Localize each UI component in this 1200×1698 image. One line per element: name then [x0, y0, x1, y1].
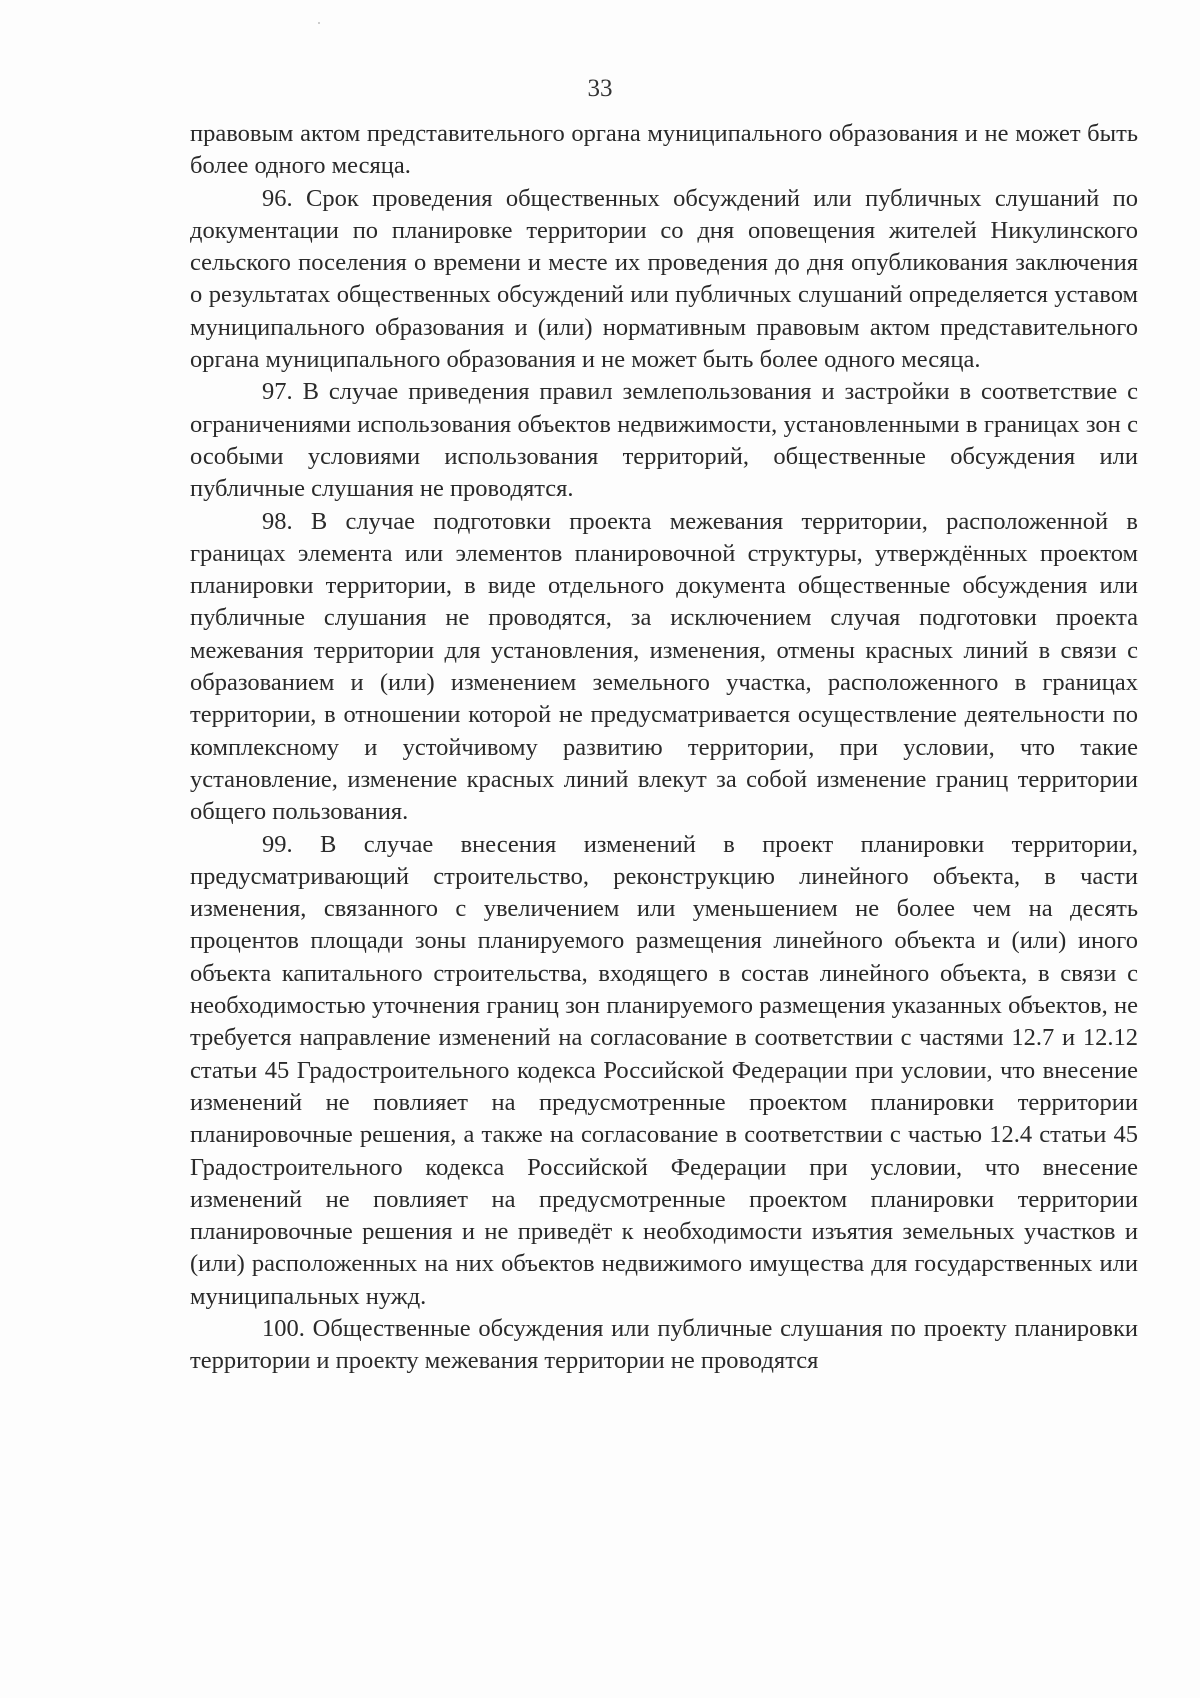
paragraph-text: Общественные обсуждения или публичные слушания по проекту планировки территории и проекту межевания территории не проводятся — [190, 1314, 1139, 1375]
paragraph-text: правовым актом представительного органа муниципального образования и не может быть более одного месяца. — [190, 120, 1138, 180]
paragraph-text: Срок проведения общественных обсуждений или публичных слушаний по документации по планировке территории со дня оповещения жителей Никулинского сельского поселения о времени и месте их проведения до дня опубликования заключения о результатах общественных обсуждений или публичных слушаний определяется уставом муниципального образования и (или) нормативным правовым актом представительного органа муниципального образования и не может быть более одного месяца. — [190, 184, 1139, 374]
paragraph-98 — [190, 506, 1138, 829]
paragraph-99 — [190, 829, 1138, 1313]
page-number: 33 — [587, 75, 613, 102]
scan-speck — [318, 22, 320, 24]
paragraph-text: В случае приведения правил землепользования и застройки в соответствие с ограничениями использования объектов недвижимости, установленными в границах зон с особыми условиями использования территорий, общественные обсуждения или публичные слушания не проводятся. — [190, 378, 1139, 503]
paragraph-97 — [190, 376, 1138, 505]
paragraph-number: 99. — [262, 830, 293, 858]
paragraph-96 — [190, 183, 1138, 377]
paragraph-number: 98. — [262, 507, 293, 535]
paragraph-text: В случае подготовки проекта межевания территории, расположенной в границах элемента или элементов планировочной структуры, утверждённых проектом планировки территории, в виде отдельного документа общественные обсуждения или публичные слушания не проводятся, за исключением случая подготовки проекта межевания территории для установления, изменения, отмены красных линий в связи с образованием и (или) изменением земельного участка, расположенного в границах территории, в отношении которой не предусматривается осуществление деятельности по комплексному и устойчивому развитию территории, при условии, что такие установление, изменение красных линий влекут за собой изменение границ территории общего пользования. — [190, 507, 1138, 826]
paragraph-100 — [190, 1313, 1138, 1378]
paragraph-number: 100. — [262, 1314, 305, 1342]
paragraph-number: 97. — [262, 378, 293, 406]
paragraph-continuation — [190, 118, 1138, 183]
paragraph-text: В случае внесения изменений в проект планировки территории, предусматривающий строительство, реконструкцию линейного объекта, в части изменения, связанного с увеличением или уменьшением не более чем на десять процентов площади зоны планируемого размещения линейного объекта и (или) иного объекта капитального строительства, входящего в состав линейного объекта, в связи с необходимостью уточнения границ зон планируемого размещения указанных объектов, не требуется направление изменений на согласование в соответствии с частями 12.7 и 12.12 статьи 45 Градостроительного кодекса Российской Федерации при условии, что внесение изменений не повлияет на предусмотренные проектом планировки территории планировочные решения, а также на согласование в соответствии с частью 12.4 статьи 45 Градостроительного кодекса Российской Федерации при условии, что внесение изменений не повлияет на предусмотренные проектом планировки территории планировочные решения и не приведёт к необходимости изъятия земельных участков и (или) расположенных на них объектов недвижимого имущества для государственных или муниципальных нужд. — [190, 830, 1139, 1310]
paragraph-number: 96. — [262, 184, 293, 212]
document-body — [190, 118, 1138, 1378]
